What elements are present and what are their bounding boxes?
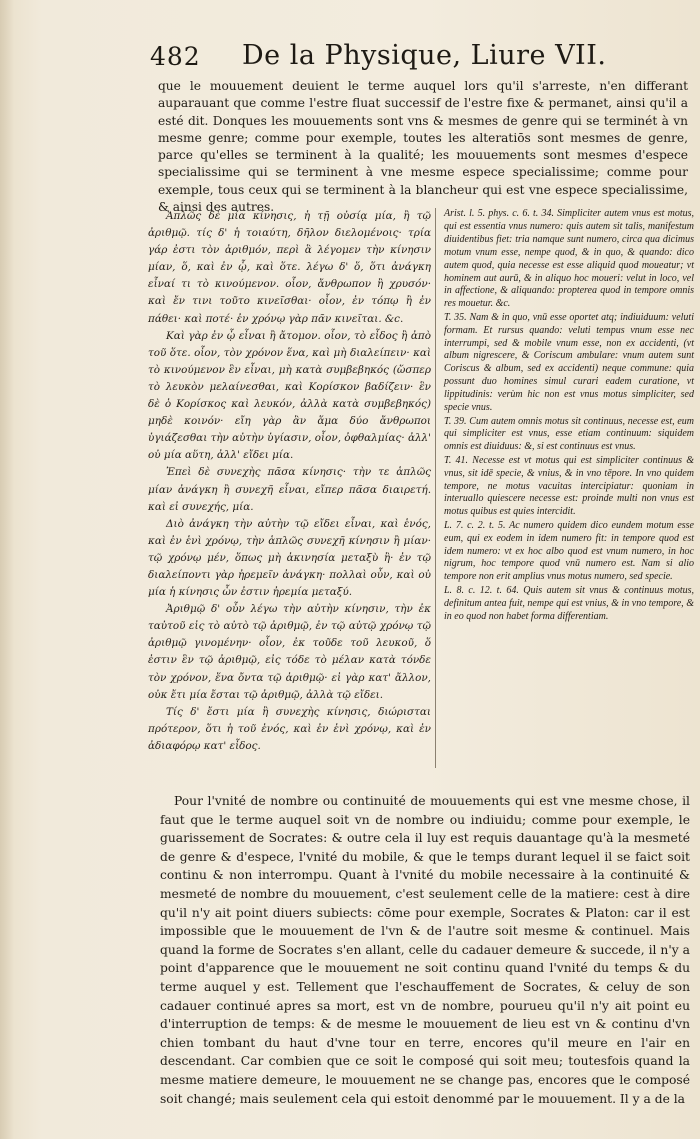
main-text: Pour l'vnité de nombre ou continuité de mouuements qui est vne mesme chose, il faut que le terme auquel soit vn de nombre ou indiuidu; comme pour exemple, le guarissement de Socrates: & outre cela il luy est requis dauantage qu'à la mesmeté de genre & d'espece, l'vnité du mobile, & que le temps durant lequel il se faict soit continu & non interrompu. Quant à l'vnité du mobile necessaire à la continuité & mesmeté de nombre du mouuement, c'est seulement celle de la matiere: cest à dire qu'il n'y ait point diuers subiects: cōme pour exemple, Socrates & Platon: car il est impossible que le mouuement de l'vn & de l'autre soit mesme & continuel. Mais quand la forme de Socrates s'en allant, celle du cadauer demeure & succede, il n'y a point d'apparence que le mouuement ne soit continu quand l'vnité du temps & du terme auquel y est. Tellement que l'eschauffement de Socrates, & celuy de son cadauer continué apres sa mort, est vn de nombre, pourueu qu'il n'y ait point eu d'interruption de temps: & de mesme le mouuement de lieu est vn & continu d'vn chien tombant du haut d'vne tour en terre, encores qu'il meure en l'air en descendant. Car combien que ce soit le composé qui soit meu; toutesfois quand la mesme matiere demeure, le mouuement ne se change pas, encores que le composé soit changé; mais seulement cela qui estoit denommé par le mouuement. Il y a de la xyxy=(160,794,690,1106)
greek-paragraph: Ἁπλῶς δὲ μία κίνησις, ἡ τῇ οὐσίᾳ μία, ἢ τῷ ἀριθμῷ. τίς δ' ἡ τοιαύτη, δῆλον διελομένοις· τρία γάρ ἐστι τὸν ἀριθμόν, περὶ ἃ λέγομεν τὴν κίνησιν μίαν, ὅ, καὶ ἐν ᾧ, καὶ ὅτε. λέγω δ' ὅ, ὅτι ἀνάγκη εἶναί τι τὸ κινούμενον. οἷον, ἄνθρωπον ἢ χρυσόν· καὶ ἔν τινι τοῦτο κινεῖσθαι· οἷον, ἐν τόπῳ ἢ ἐν πάθει· καὶ ποτέ· ἐν χρόνῳ γὰρ πᾶν κινεῖται. &c. xyxy=(148,210,431,325)
latin-paragraph: T. 35. Nam & in quo, vnū esse oportet atq; indiuiduum: veluti formam. Et rursus quando: veluti tempus vnum esse nec interrumpi, sed & mobile vnum esse, non ex accidenti, (vt album nigrescere, & Coriscum ambulare: vnum autem sunt Coriscus & album, sed ex accidenti) neque commune: quia possunt duo homines simul curari eadem curatione, vt lippitudinis: verùm hic non est vnus motus simpliciter, sed specie vnus. xyxy=(444,311,694,414)
latin-paragraph: L. 7. c. 2. t. 5. Ac numero quidem dico eundem motum esse eum, qui ex eodem in idem numero fit: in tempore quod est idem numero: vt ex hoc albo quod est vnum numero, in hoc nigrum, hoc tempore quod vnū numero est. Nam si alio tempore non erit amplius vnus motus numero, sed specie. xyxy=(444,519,694,583)
greek-paragraph: Διὸ ἀνάγκη τὴν αὐτὴν τῷ εἴδει εἶναι, καὶ ἑνός, καὶ ἐν ἑνὶ χρόνῳ, τὴν ἁπλῶς συνεχῆ κίνησιν ἢ μίαν· τῷ χρόνῳ μέν, ὅπως μὴ ἀκινησία μεταξὺ ἢ· ἐν τῷ διαλείποντι γὰρ ἠρεμεῖν ἀνάγκη· πολλαὶ οὖν, καὶ οὐ μία ἡ κίνησις ὧν ἐστιν ἠρεμία μεταξύ. xyxy=(148,517,431,599)
two-column-citations xyxy=(148,208,693,783)
greek-column xyxy=(148,208,431,755)
latin-paragraph: T. 41. Necesse est vt motus qui est simpliciter continuus & vnus, sit idē specie, & vnius, & in vno tēpore. In vno quidem tempore, ne motus vacuitas intercipiatur: quoniam in interuallo quiescere necesse est: proinde multi non vnus est motus quibus est quies intercidit. xyxy=(444,454,694,518)
greek-paragraph: Ἀριθμῷ δ' οὖν λέγω τὴν αὐτὴν κίνησιν, τὴν ἐκ ταὐτοῦ εἰς τὸ αὐτὸ τῷ ἀριθμῷ, ἐν τῷ αὐτῷ χρόνῳ τῷ ἀριθμῷ γινομένην· οἷον, ἐκ τοῦδε τοῦ λευκοῦ, ὅ ἐστιν ἓν τῷ ἀριθμῷ, εἰς τόδε τὸ μέλαν κατὰ τόνδε τὸν χρόνον, ἕνα ὄντα τῷ ἀριθμῷ· εἰ γὰρ κατ' ἄλλον, οὐκ ἔτι μία ἔσται τῷ ἀριθμῷ, ἀλλὰ τῷ εἴδει. xyxy=(148,603,431,701)
latin-paragraph: L. 8. c. 12. t. 64. Quis autem sit vnus & continuus motus, definitum antea fuit, nempe qui est vnius, & in vno tempore, & in eo quod non habet forma differentiam. xyxy=(444,584,694,622)
greek-paragraph: Ἐπεὶ δὲ συνεχὴς πᾶσα κίνησις· τὴν τε ἁπλῶς μίαν ἀνάγκη ἢ συνεχῆ εἶναι, εἴπερ πᾶσα διαιρετή. καὶ εἰ συνεχής, μία. xyxy=(148,466,431,513)
latin-paragraph: T. 39. Cum autem omnis motus sit continuus, necesse est, eum qui simpliciter est vnus, esse etiam continuum: siquidem omnis est diuiduus: &, si est continuus est vnus. xyxy=(444,415,694,453)
page-number: 482 xyxy=(150,42,201,71)
intro-text: que le mouuement deuient le terme auquel lors qu'il s'arreste, n'en differant auparauant que comme l'estre fluat successif de l'estre fixe & permanet, ainsi qu'il a esté dit. Donques les mouuements sont vns & mesmes de genre qui se terminét à vn mesme genre; comme pour exemple, toutes les alteratiōs sont mesmes de genre, parce qu'elles se terminent à la qualité; les mouuements sont mesmes d'espece specialissime qui se terminent à vne mesme espece specialissime; comme pour exemple, tous ceux qui se terminent à la blancheur qui est vne espece specialissime, & ainsi des autres. xyxy=(158,79,688,215)
page-header xyxy=(150,38,680,78)
running-title: De la Physique, Liure VII. xyxy=(242,40,607,71)
latin-column xyxy=(444,208,694,624)
greek-paragraph: Καὶ γὰρ ἐν ᾧ εἶναι ἢ ἄτομον. οἷον, τὸ εἶδος ἢ ἀπὸ τοῦ ὅτε. οἷον, τὸν χρόνον ἕνα, καὶ μὴ διαλείπειν· καὶ τὸ κινούμενον ἓν εἶναι, μὴ κατὰ συμβεβηκός (ὥσπερ τὸ λευκὸν μελαίνεσθαι, καὶ Κορίσκον βαδίζειν· ἓν δὲ ὁ Κορίσκος καὶ λευκόν, ἀλλὰ κατὰ συμβεβηκός) μηδὲ κοινόν· εἴη γὰρ ἂν ἅμα δύο ἄνθρωποι ὑγιάζεσθαι τὴν αὐτὴν ὑγίασιν, οἷον, ὀφθαλμίας· ἀλλ' οὐ μία αὕτη, ἀλλ' εἴδει μία. xyxy=(148,329,432,462)
page-gutter-shadow xyxy=(0,0,14,1139)
main-paragraph xyxy=(160,792,690,1108)
latin-paragraph: Arist. l. 5. phys. c. 6. t. 34. Simpliciter autem vnus est motus, qui est essentia vnus numero: quis autem sit talis, manifestum diuidentibus fiet: tria namque sunt numero, circa qua dicimus motum vnum esse, nempe quod, & in quo, & quando: dico autem quod, quia necesse est esse aliquid quod moueatur; vt hominem aut aurū, & in aliquo hoc moueri: velut in loco, vel in affectione, & aliquando: propterea quod in tempore omnis res mouetur. &c. xyxy=(444,208,694,310)
intro-paragraph xyxy=(158,78,688,216)
column-divider xyxy=(435,208,436,768)
greek-paragraph: Τίς δ' ἔστι μία ἢ συνεχὴς κίνησις, διώρισται πρότερον, ὅτι ἡ τοῦ ἑνός, καὶ ἐν ἑνὶ χρόνῳ, καὶ ἐν ἀδιαφόρῳ κατ' εἶδος. xyxy=(148,705,431,752)
